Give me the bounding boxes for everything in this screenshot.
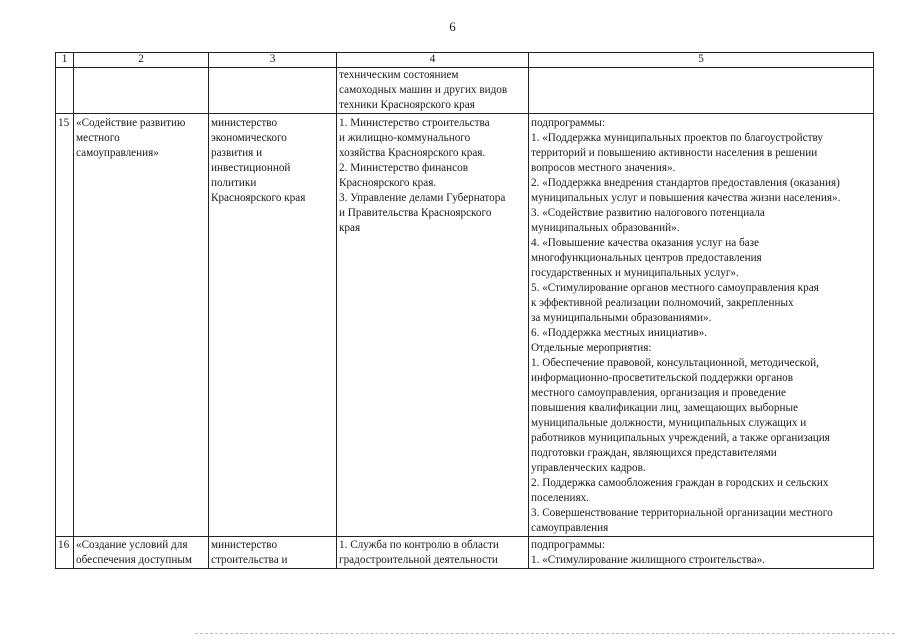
text-line: работников муниципальных учреждений, а также организация (531, 432, 830, 444)
coexecutors-cell (337, 537, 529, 569)
text-line: 1. Обеспечение правовой, консультационной, методической, (531, 357, 819, 369)
text-line: 4. «Повышение качества оказания услуг на базе (531, 237, 760, 249)
text-line: строительства и (211, 554, 288, 566)
text-line: подготовки граждан, являющихся представителями (531, 447, 777, 459)
text-line: Красноярского края. (339, 177, 437, 189)
program-name-cell (74, 537, 209, 569)
text-line: развития и (211, 147, 263, 159)
text-line: Отдельные мероприятия: (531, 342, 652, 354)
text-line: муниципальных услуг и повышения качества жизни населения». (531, 192, 841, 204)
program-name-cell (74, 68, 209, 114)
text-line: обеспечения доступным (76, 554, 192, 566)
coexecutors-cell (337, 114, 529, 537)
text-line: государственных и муниципальных услуг». (531, 267, 739, 279)
table-row-16 (56, 537, 874, 569)
text-line: повышения квалификации лиц, замещающих выборные (531, 402, 798, 414)
text-line: «Создание условий для (76, 539, 188, 551)
row-number-cell (56, 68, 74, 114)
text-line: и жилищно-коммунального (339, 132, 471, 144)
text-line: экономического (211, 132, 287, 144)
executor-cell (209, 537, 337, 569)
text-line: 2. Министерство финансов (339, 162, 468, 174)
text-line: хозяйства Красноярского края. (339, 147, 486, 159)
text-line: 1. Министерство строительства (339, 117, 490, 129)
text-line: техническим состоянием (339, 69, 459, 81)
scan-edge-marks (195, 633, 895, 636)
executor-cell (209, 68, 337, 114)
text-line: самоуправления» (76, 147, 159, 159)
program-name-cell (74, 114, 209, 537)
column-header-2: 2 (74, 53, 209, 68)
text-line: местного (76, 132, 120, 144)
row-number-cell: 16 (56, 537, 74, 569)
row-number-cell: 15 (56, 114, 74, 537)
text-line: 3. «Содействие развитию налогового потенциала (531, 207, 765, 219)
text-line: техники Красноярского края (339, 99, 475, 111)
text-line: 2. Поддержка самообложения граждан в городских и сельских (531, 477, 829, 489)
text-line: поселениях. (531, 492, 589, 504)
subprograms-cell (529, 68, 874, 114)
text-line: многофункциональных центров предоставления (531, 252, 762, 264)
column-header-4: 4 (337, 53, 529, 68)
text-line: вопросов местного значения». (531, 162, 676, 174)
text-line: министерство (211, 117, 278, 129)
column-header-1: 1 (56, 53, 74, 68)
text-line: 6. «Поддержка местных инициатив». (531, 327, 708, 339)
page-number: 6 (449, 19, 456, 34)
text-line: 1. Служба по контролю в области (339, 539, 499, 551)
subprograms-cell (529, 537, 874, 569)
column-header-3: 3 (209, 53, 337, 68)
text-line: подпрограммы: (531, 117, 606, 129)
text-line: самоуправления (531, 522, 609, 534)
text-line: местного самоуправления, организация и проведение (531, 387, 786, 399)
text-line: Красноярского края (211, 192, 306, 204)
text-line: края (339, 222, 361, 234)
table-row-15 (56, 114, 874, 537)
text-line: 1. «Поддержка муниципальных проектов по благоустройству (531, 132, 823, 144)
text-line: 5. «Стимулирование органов местного самоуправления края (531, 282, 819, 294)
text-line: 1. «Стимулирование жилищного строительства». (531, 554, 765, 566)
text-line: политики (211, 177, 257, 189)
text-line: к эффективной реализации полномочий, закрепленных (531, 297, 794, 309)
text-line: за муниципальными образованиями». (531, 312, 712, 324)
text-line: и Правительства Красноярского (339, 207, 492, 219)
executor-cell (209, 114, 337, 537)
text-line: «Содействие развитию (76, 117, 186, 129)
text-line: 3. Совершенствование территориальной организации местного (531, 507, 833, 519)
table-row-continued (56, 68, 874, 114)
text-line: управленческих кадров. (531, 462, 646, 474)
text-line: муниципальные должности, муниципальных служащих и (531, 417, 807, 429)
subprograms-cell (529, 114, 874, 537)
column-header-5: 5 (529, 53, 874, 68)
text-line: информационно-просветительской поддержки органов (531, 372, 794, 384)
text-line: 2. «Поддержка внедрения стандартов предоставления (оказания) (531, 177, 840, 189)
text-line: градостроительной деятельности (339, 554, 498, 566)
text-line: министерство (211, 539, 278, 551)
coexecutors-cell (337, 68, 529, 114)
text-line: муниципальных образований». (531, 222, 680, 234)
column-header-row (56, 53, 874, 68)
text-line: подпрограммы: (531, 539, 606, 551)
text-line: территорий и повышению активности населения в решении (531, 147, 818, 159)
text-line: 3. Управление делами Губернатора (339, 192, 506, 204)
programs-table (55, 52, 874, 569)
text-line: инвестиционной (211, 162, 291, 174)
text-line: самоходных машин и других видов (339, 84, 508, 96)
